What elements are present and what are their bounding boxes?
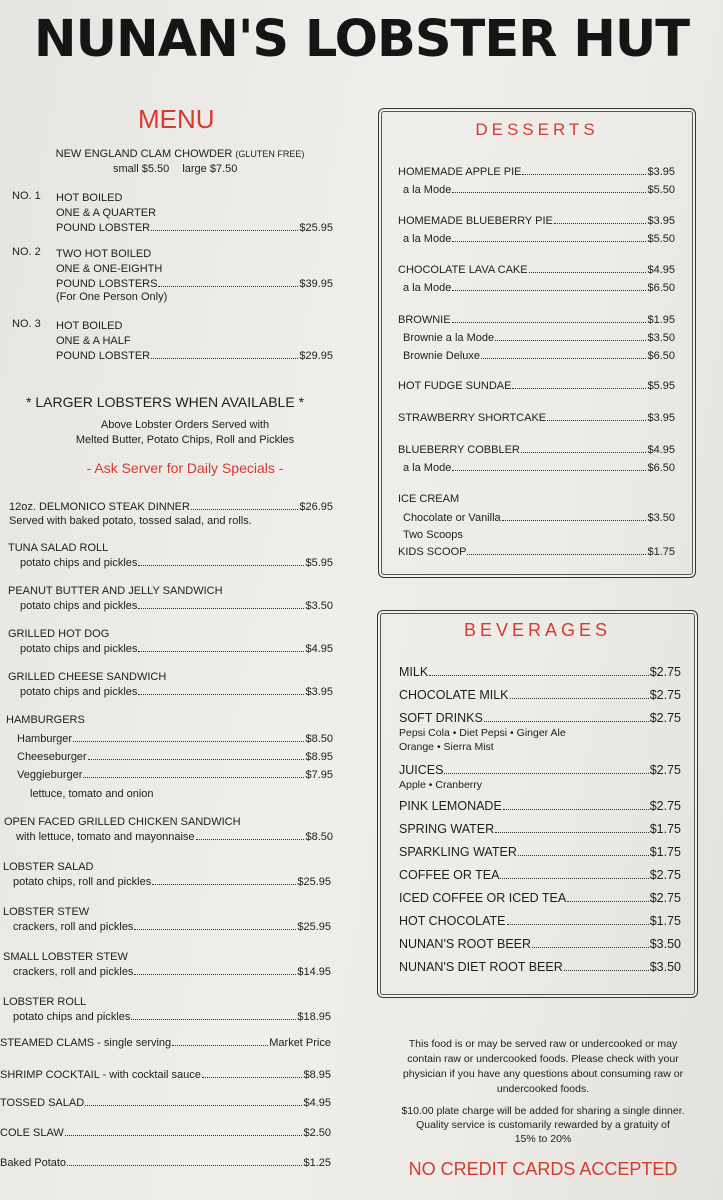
menu-item-name: LOBSTER ROLL <box>3 996 87 1008</box>
item-name: Brownie a la Mode <box>403 332 495 344</box>
item-name: SHRIMP COCKTAIL - with cocktail sauce <box>0 1069 201 1081</box>
item-price: $2.75 <box>649 688 681 702</box>
dessert-sub-row <box>403 462 675 475</box>
item-price: $2.75 <box>649 891 681 905</box>
dinner-line: ONE & A QUARTER <box>56 207 157 219</box>
chowder-name: NEW ENGLAND CLAM CHOWDER <box>55 148 233 160</box>
item-price: $18.95 <box>297 1011 331 1023</box>
beverage-sub: Orange • Sierra Mist <box>399 741 494 753</box>
item-name: a la Mode <box>403 462 452 474</box>
dinner-number: NO. 2 <box>12 246 41 258</box>
dot-leader <box>452 290 646 291</box>
item-price: $39.95 <box>299 278 333 290</box>
menu-item-price-row <box>20 557 333 570</box>
item-price: $3.95 <box>647 166 675 178</box>
item-price: $29.95 <box>299 350 333 362</box>
dot-leader <box>452 470 646 471</box>
dot-leader <box>138 608 304 609</box>
dessert-row <box>398 380 675 393</box>
menu-item-price-row <box>13 966 331 979</box>
beverage-row <box>399 688 681 703</box>
raw-notice-4: undercooked foods. <box>496 1083 590 1095</box>
ice-cream-row <box>403 512 675 525</box>
dot-leader <box>138 651 304 652</box>
dot-leader <box>503 809 649 810</box>
item-name: BLUEBERRY COBBLER <box>398 444 520 456</box>
dot-leader <box>481 358 646 359</box>
dot-leader <box>567 901 649 902</box>
dot-leader <box>85 1105 302 1106</box>
raw-notice-2: contain raw or undercooked foods. Please check with your <box>407 1053 679 1065</box>
plate-notice-1: $10.00 plate charge will be added for sharing a single dinner. <box>401 1105 685 1117</box>
item-name: POUND LOBSTER <box>56 222 151 234</box>
dot-leader <box>172 1045 268 1046</box>
beverage-row <box>399 914 681 929</box>
menu-item-price-row <box>20 643 333 656</box>
item-name: potato chips and pickles <box>20 686 138 698</box>
chowder-large: large $7.50 <box>182 163 238 175</box>
item-price: $5.50 <box>647 233 675 245</box>
dot-leader <box>151 358 298 359</box>
no-credit-cards: NO CREDIT CARDS ACCEPTED <box>408 1159 678 1179</box>
dessert-row <box>398 166 675 179</box>
menu-item-price-row <box>13 921 331 934</box>
item-name: a la Mode <box>403 184 452 196</box>
item-price: $8.95 <box>305 751 333 763</box>
hamburger-row <box>17 733 333 746</box>
dessert-sub-row <box>403 350 675 363</box>
item-name: TOSSED SALAD <box>0 1097 85 1109</box>
item-name: NUNAN'S DIET ROOT BEER <box>399 960 563 974</box>
item-price: $1.25 <box>303 1157 331 1169</box>
served-with-2: Melted Butter, Potato Chips, Roll and Pickles <box>75 434 295 446</box>
item-price: $8.50 <box>305 733 333 745</box>
item-price: $6.50 <box>647 282 675 294</box>
dinner-line: HOT BOILED <box>56 320 123 332</box>
menu-item-name: GRILLED HOT DOG <box>8 628 110 640</box>
restaurant-title: NUNAN'S LOBSTER HUT <box>33 10 690 69</box>
single-item-row <box>0 1157 331 1170</box>
dot-leader <box>507 924 649 925</box>
larger-lobsters: * LARGER LOBSTERS WHEN AVAILABLE * <box>26 394 305 410</box>
item-name: CHOCOLATE MILK <box>399 688 509 702</box>
dessert-row <box>398 215 675 228</box>
dot-leader <box>73 741 304 742</box>
plate-notice <box>380 1104 706 1146</box>
dot-leader <box>158 286 298 287</box>
item-name: potato chips and pickles <box>20 557 138 569</box>
dot-leader <box>191 509 298 510</box>
beverage-row <box>399 822 681 837</box>
dot-leader <box>500 878 648 879</box>
dot-leader <box>484 721 649 722</box>
raw-notice-3: physician if you have any questions about consuming raw or <box>402 1068 684 1080</box>
beverage-row <box>399 868 681 883</box>
single-item-row <box>0 1097 331 1110</box>
menu-item-price-row <box>13 1011 331 1024</box>
steak-desc: Served with baked potato, tossed salad, and rolls. <box>9 515 252 527</box>
beverage-row <box>399 960 681 975</box>
item-price: $1.75 <box>649 845 681 859</box>
dot-leader <box>512 388 646 389</box>
dot-leader <box>67 1165 302 1166</box>
hamburger-toppings: lettuce, tomato and onion <box>30 788 154 800</box>
item-price: $3.50 <box>649 937 681 951</box>
item-name: ICED COFFEE OR ICED TEA <box>399 891 567 905</box>
beverage-row <box>399 711 681 726</box>
dot-leader <box>134 929 296 930</box>
hamburgers-heading: HAMBURGERS <box>6 714 85 726</box>
dot-leader <box>131 1019 296 1020</box>
item-price: $1.75 <box>647 546 675 558</box>
dot-leader <box>138 694 304 695</box>
chowder-note: (GLUTEN FREE) <box>235 149 305 159</box>
dinner-number: NO. 3 <box>12 318 41 330</box>
dot-leader <box>467 554 646 555</box>
beverage-row <box>399 665 681 680</box>
two-scoops: Two Scoops <box>403 529 463 541</box>
steak-price: $26.95 <box>299 501 333 513</box>
item-price: $25.95 <box>297 876 331 888</box>
item-name: Cheeseburger <box>17 751 87 763</box>
item-name: potato chips, roll and pickles <box>13 876 152 888</box>
dot-leader <box>88 759 305 760</box>
dot-leader <box>151 230 298 231</box>
ice-cream-heading: ICE CREAM <box>398 493 460 505</box>
item-name: Brownie Deluxe <box>403 350 481 362</box>
chowder-small: small $5.50 <box>113 163 170 175</box>
dot-leader <box>547 420 646 421</box>
item-price: $2.75 <box>649 868 681 882</box>
item-price: $1.75 <box>649 914 681 928</box>
item-name: HOT FUDGE SUNDAE <box>398 380 512 392</box>
steak-row <box>9 501 333 514</box>
dot-leader <box>554 223 647 224</box>
hamburger-row <box>17 751 333 764</box>
item-price: $6.50 <box>647 350 675 362</box>
menu-item-name: LOBSTER SALAD <box>3 861 94 873</box>
menu-heading: MENU <box>138 104 215 134</box>
dinner-number: NO. 1 <box>12 190 41 202</box>
dessert-row <box>398 314 675 327</box>
beverage-row <box>399 891 681 906</box>
dot-leader <box>196 839 305 840</box>
dinner-price-row <box>56 278 333 291</box>
beverage-row <box>399 937 681 952</box>
item-name: COFFEE OR TEA <box>399 868 500 882</box>
item-price: $6.50 <box>647 462 675 474</box>
plate-notice-3: 15% to 20% <box>514 1133 572 1145</box>
item-price: $2.50 <box>303 1127 331 1139</box>
menu-item-name: SMALL LOBSTER STEW <box>3 951 128 963</box>
beverage-sub: Pepsi Cola • Diet Pepsi • Ginger Ale <box>399 727 566 739</box>
item-name: SPARKLING WATER <box>399 845 517 859</box>
beverage-sub: Apple • Cranberry <box>399 779 483 791</box>
menu-item-name: LOBSTER STEW <box>3 906 90 918</box>
item-price: $3.50 <box>649 960 681 974</box>
item-name: with lettuce, tomato and mayonnaise <box>16 831 195 843</box>
dot-leader <box>429 675 649 676</box>
item-price: $5.95 <box>305 557 333 569</box>
menu-item-name: GRILLED CHEESE SANDWICH <box>8 671 167 683</box>
item-price: $4.95 <box>303 1097 331 1109</box>
item-name: Hamburger <box>17 733 73 745</box>
dot-leader <box>522 174 646 175</box>
dinner-line: ONE & A HALF <box>56 335 131 347</box>
dot-leader <box>452 322 647 323</box>
dot-leader <box>529 272 647 273</box>
beverage-row <box>399 845 681 860</box>
chowder-line <box>40 148 320 161</box>
item-price: $1.95 <box>647 314 675 326</box>
item-name: COLE SLAW <box>0 1127 64 1139</box>
plate-notice-2: Quality service is customarily rewarded by a gratuity of <box>416 1119 670 1131</box>
dinner-note: (For One Person Only) <box>56 291 168 303</box>
menu-item-price-row <box>20 686 333 699</box>
dot-leader <box>134 974 296 975</box>
dot-leader <box>152 884 296 885</box>
dot-leader <box>521 452 647 453</box>
item-name: Chocolate or Vanilla <box>403 512 501 524</box>
dinner-line: ONE & ONE-EIGHTH <box>56 263 163 275</box>
dot-leader <box>532 947 649 948</box>
item-price: $3.95 <box>305 686 333 698</box>
dot-leader <box>138 565 304 566</box>
item-name: Veggieburger <box>17 769 83 781</box>
item-name: potato chips and pickles <box>20 643 138 655</box>
chicken-price-row <box>16 831 333 844</box>
item-price: $8.50 <box>305 831 333 843</box>
dot-leader <box>518 855 649 856</box>
item-price: $1.75 <box>649 822 681 836</box>
item-price: $2.75 <box>649 665 681 679</box>
raw-notice <box>380 1037 706 1097</box>
item-name: potato chips and pickles <box>20 600 138 612</box>
item-price: $3.50 <box>305 600 333 612</box>
item-price: $4.95 <box>647 444 675 456</box>
item-name: PINK LEMONADE <box>399 799 502 813</box>
item-price: $3.95 <box>647 412 675 424</box>
item-price: $2.75 <box>649 711 681 725</box>
desserts-title: DESSERTS <box>475 120 599 139</box>
beverage-row <box>399 799 681 814</box>
item-name: KIDS SCOOP <box>398 546 467 558</box>
item-name: HOMEMADE BLUEBERRY PIE <box>398 215 553 227</box>
beverages-title: BEVERAGES <box>463 620 612 640</box>
item-price: $5.95 <box>647 380 675 392</box>
dot-leader <box>65 1135 303 1136</box>
item-price: $4.95 <box>647 264 675 276</box>
item-price: $8.95 <box>303 1069 331 1081</box>
item-name: POUND LOBSTERS <box>56 278 158 290</box>
dessert-row <box>398 444 675 457</box>
item-price: $5.50 <box>647 184 675 196</box>
menu-item-name: TUNA SALAD ROLL <box>8 542 109 554</box>
menu-item-name: PEANUT BUTTER AND JELLY SANDWICH <box>8 585 223 597</box>
dot-leader <box>502 520 647 521</box>
item-name: crackers, roll and pickles <box>13 966 134 978</box>
dessert-sub-row <box>403 184 675 197</box>
dessert-sub-row <box>403 282 675 295</box>
steak-name: 12oz. DELMONICO STEAK DINNER <box>9 501 190 513</box>
item-name: SOFT DRINKS <box>399 711 483 725</box>
beverage-row <box>399 763 681 778</box>
menu-item-price-row <box>20 600 333 613</box>
item-name: potato chips and pickles <box>13 1011 131 1023</box>
item-price: $2.75 <box>649 763 681 777</box>
single-item-row <box>0 1127 331 1140</box>
item-price: $3.50 <box>647 332 675 344</box>
item-name: a la Mode <box>403 233 452 245</box>
item-name: SPRING WATER <box>399 822 495 836</box>
daily-specials: - Ask Server for Daily Specials - <box>86 460 284 476</box>
item-price: $7.95 <box>305 769 333 781</box>
hamburger-row <box>17 769 333 782</box>
item-price: $25.95 <box>299 222 333 234</box>
item-name: HOT CHOCOLATE <box>399 914 506 928</box>
dinner-price-row <box>56 222 333 235</box>
item-price: $25.95 <box>297 921 331 933</box>
dinner-price-row <box>56 350 333 363</box>
item-name: JUICES <box>399 763 444 777</box>
item-price: $2.75 <box>649 799 681 813</box>
dessert-row <box>398 264 675 277</box>
served-with-1: Above Lobster Orders Served with <box>100 419 270 431</box>
single-item-row <box>0 1037 331 1050</box>
dot-leader <box>564 970 649 971</box>
item-price: $3.95 <box>647 215 675 227</box>
dot-leader <box>444 773 648 774</box>
dot-leader <box>452 241 646 242</box>
item-name: Baked Potato <box>0 1157 67 1169</box>
dot-leader <box>202 1077 303 1078</box>
item-price: $14.95 <box>297 966 331 978</box>
item-name: HOMEMADE APPLE PIE <box>398 166 522 178</box>
dessert-sub-row <box>403 332 675 345</box>
item-price: Market Price <box>269 1037 331 1049</box>
item-name: STRAWBERRY SHORTCAKE <box>398 412 547 424</box>
item-name: MILK <box>399 665 429 679</box>
item-name: a la Mode <box>403 282 452 294</box>
item-name: STEAMED CLAMS - single serving <box>0 1037 172 1049</box>
dot-leader <box>452 192 646 193</box>
single-item-row <box>0 1069 331 1082</box>
dot-leader <box>510 698 649 699</box>
item-price: $4.95 <box>305 643 333 655</box>
chicken-name: OPEN FACED GRILLED CHICKEN SANDWICH <box>4 816 241 828</box>
chowder-prices <box>113 163 237 176</box>
kids-scoop-row <box>398 546 675 559</box>
item-name: NUNAN'S ROOT BEER <box>399 937 532 951</box>
dessert-sub-row <box>403 233 675 246</box>
item-name: CHOCOLATE LAVA CAKE <box>398 264 528 276</box>
dot-leader <box>495 340 646 341</box>
menu-item-price-row <box>13 876 331 889</box>
dessert-row <box>398 412 675 425</box>
dinner-line: HOT BOILED <box>56 192 123 204</box>
item-name: crackers, roll and pickles <box>13 921 134 933</box>
raw-notice-1: This food is or may be served raw or undercooked or may <box>408 1038 678 1050</box>
item-name: BROWNIE <box>398 314 451 326</box>
dot-leader <box>495 832 649 833</box>
item-name: POUND LOBSTER <box>56 350 151 362</box>
dinner-line: TWO HOT BOILED <box>56 248 152 260</box>
item-price: $3.50 <box>647 512 675 524</box>
dot-leader <box>83 777 304 778</box>
